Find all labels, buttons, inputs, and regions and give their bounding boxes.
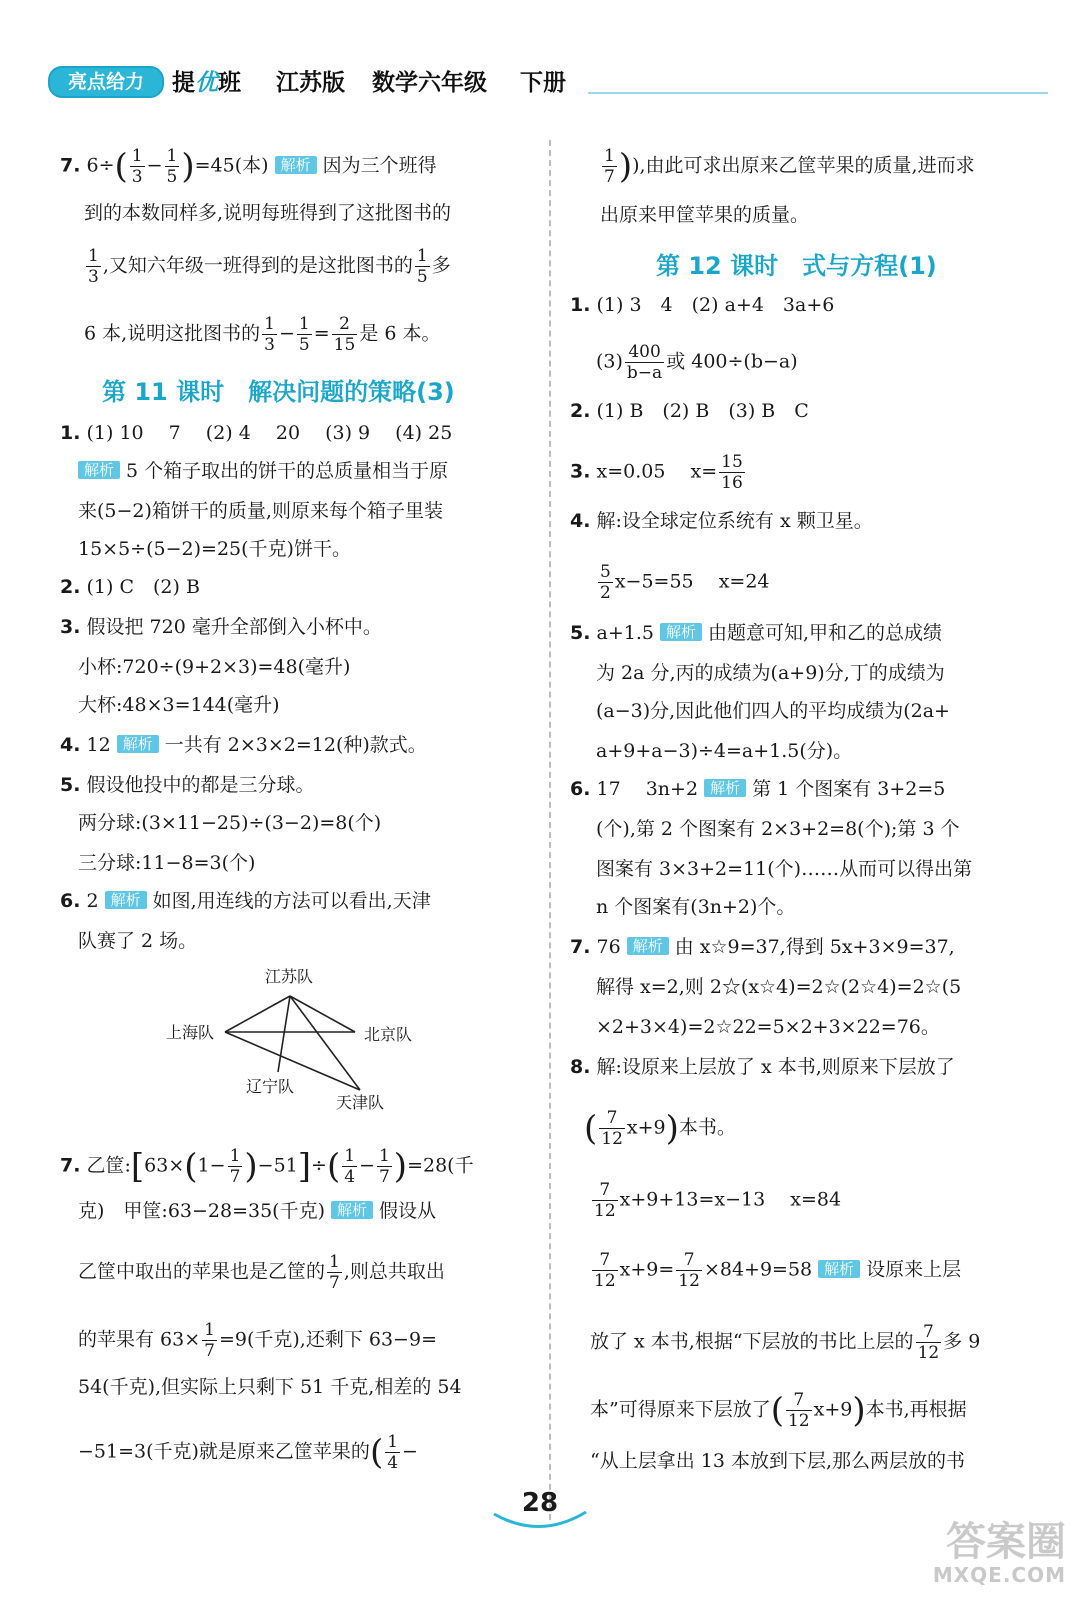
team-jiangsu: 江苏队 [265, 967, 314, 986]
team-liaoning: 辽宁队 [246, 1077, 295, 1096]
header-rule [588, 92, 1048, 94]
watermark: 答案圈 MXQE.COM [932, 1519, 1066, 1587]
answer-7-bottom: 7. 乙筐:[63×(1− $\frac{1}{7}$ )−51]÷( $\frac{1}{4}$ − $\frac{1}{7}$ )=28(千 [60, 1146, 474, 1187]
subject: 数学六年级 [372, 70, 487, 96]
team-shanghai: 上海队 [166, 1023, 215, 1042]
text-line: 来(5−2)箱饼干的质量,则原来每个箱子里装 [78, 500, 443, 522]
text-line: “从上层拿出 13 本放到下层,那么两层放的书 [590, 1450, 966, 1472]
section-title-11: 第 11 课时 解决问题的策略(3) [102, 378, 455, 406]
analysis-tag: 解析 [704, 779, 746, 797]
text-line: (个),第 2 个图案有 2×3+2=8(个);第 3 个 [596, 818, 960, 840]
text-line: $\frac{7}{12}$ x+9+13=x−13 x=84 [594, 1180, 842, 1221]
text-line: a+9+a−3)÷4=a+1.5(分)。 [596, 740, 853, 762]
volume: 下册 [520, 70, 566, 96]
text-line: ×2+3×4)=2☆22=5×2+3×22=76。 [596, 1016, 940, 1038]
text-line: ( $\frac{7}{12}$ x+9)本书。 [584, 1108, 736, 1149]
text-line: 15×5÷(5−2)=25(千克)饼干。 [78, 538, 351, 560]
text-line: 图案有 3×3+2=11(个)……从而可以得出第 [596, 858, 973, 880]
edition: 江苏版 [276, 70, 345, 96]
text-line: 为 2a 分,丙的成绩为(a+9)分,丁的成绩为 [596, 662, 945, 684]
text-line: 的苹果有 63× $\frac{1}{7}$ =9(千克),还剩下 63−9= [78, 1320, 437, 1361]
text-line: 解析 5 个箱子取出的饼干的总质量相当于原 [78, 458, 448, 484]
analysis-tag: 解析 [660, 623, 702, 641]
series-title: 提优班 [172, 70, 241, 96]
text-line: 出原来甲筐苹果的质量。 [600, 204, 810, 226]
answer-4: 4. 12 解析 一共有 2×3×2=12(种)款式。 [60, 734, 427, 756]
analysis-tag: 解析 [105, 891, 147, 909]
answer-6: 6. 17 3n+2 解析 第 1 个图案有 3+2=5 [570, 778, 946, 800]
text-line: 54(千克),但实际上只剩下 51 千克,相差的 54 [78, 1376, 462, 1398]
answer-8: 8. 解:设原来上层放了 x 本书,则原来下层放了 [570, 1056, 955, 1078]
answer-1: 1. (1) 10 7 (2) 4 20 (3) 9 (4) 25 [60, 422, 453, 444]
match-diagram [150, 960, 450, 1120]
text-line: 小杯:720÷(9+2×3)=48(毫升) [78, 656, 351, 678]
text-line: 6 本,说明这批图书的 $\frac{1}{3}$ − $\frac{1}{5}$ = $\frac{2}{15}$ 是 6 本。 [84, 314, 441, 355]
text-line: 解得 x=2,则 2☆(x☆4)=2☆(2☆4)=2☆(5 [596, 976, 962, 998]
text-line: $\frac{5}{2}$ x−5=55 x=24 [600, 562, 770, 603]
page-header [48, 60, 1048, 100]
text-line: 到的本数同样多,说明每班得到了这批图书的 [84, 202, 452, 224]
text-line: $\frac{1}{7}$ )),由此可求出原来乙筐苹果的质量,进而求 [604, 146, 975, 187]
text-line: 大杯:48×3=144(毫升) [78, 694, 280, 716]
text-line: 乙筐中取出的苹果也是乙筐的 $\frac{1}{7}$ ,则总共取出 [78, 1252, 445, 1293]
answer-3: 3. 假设把 720 毫升全部倒入小杯中。 [60, 616, 382, 638]
answer-7: 7. 76 解析 由 x☆9=37,得到 5x+3×9=37, [570, 936, 955, 958]
analysis-tag: 解析 [78, 461, 120, 479]
text-line: $\frac{7}{12}$ x+9= $\frac{7}{12}$ ×84+9=58 解析 设原来上层 [594, 1250, 962, 1291]
analysis-tag: 解析 [818, 1260, 860, 1278]
text-line: 克) 甲筐:63−28=35(千克) 解析 假设从 [78, 1200, 437, 1222]
answer-1: 1. (1) 3 4 (2) a+4 3a+6 [570, 294, 835, 316]
answer-2: 2. (1) C (2) B [60, 576, 200, 598]
text-line: 两分球:(3×11−25)÷(3−2)=8(个) [78, 812, 382, 834]
analysis-tag: 解析 [275, 156, 317, 174]
answer-2: 2. (1) B (2) B (3) B C [570, 400, 809, 422]
text-line: $\frac{1}{3}$ ,又知六年级一班得到的是这批图书的 $\frac{1}{5}$ 多 [88, 246, 451, 287]
text-line: 放了 x 本书,根据“下层放的书比上层的 $\frac{7}{12}$ 多 9 [590, 1322, 981, 1363]
section-title-12: 第 12 课时 式与方程(1) [656, 252, 937, 280]
answer-5: 5. a+1.5 解析 由题意可知,甲和乙的总成绩 [570, 622, 943, 644]
text-line: 队赛了 2 场。 [78, 930, 198, 952]
team-beijing: 北京队 [364, 1025, 413, 1044]
page-number: 28 [521, 1488, 559, 1518]
text-line: 三分球:11−8=3(个) [78, 852, 256, 874]
team-tianjin: 天津队 [336, 1093, 385, 1112]
answer-5: 5. 假设他投中的都是三分球。 [60, 774, 315, 796]
analysis-tag: 解析 [331, 1201, 373, 1219]
text-line: 本”可得原来下层放了( $\frac{7}{12}$ x+9)本书,再根据 [590, 1390, 967, 1431]
text-line: (3) $\frac{400}{b-a}$ 或 400÷(b−a) [596, 342, 798, 383]
text-line: −51=3(千克)就是原来乙筐苹果的( $\frac{1}{4}$ − [78, 1432, 418, 1473]
analysis-tag: 解析 [627, 937, 669, 955]
answer-7-top: 7. 6÷( $\frac{1}{3}$ − $\frac{1}{5}$ )=45(本) 解析 因为三个班得 [60, 146, 437, 187]
column-divider [549, 140, 551, 1520]
answer-4: 4. 解:设全球定位系统有 x 颗卫星。 [570, 510, 873, 532]
text-line: (a−3)分,因此他们四人的平均成绩为(2a+ [596, 700, 950, 722]
brand-logo: 亮点给力 [48, 66, 164, 98]
text-line: n 个图案有(3n+2)个。 [596, 896, 796, 918]
answer-6: 6. 2 解析 如图,用连线的方法可以看出,天津 [60, 890, 431, 912]
answer-3: 3. x=0.05 x= $\frac{15}{16}$ [570, 452, 743, 493]
analysis-tag: 解析 [117, 735, 159, 753]
